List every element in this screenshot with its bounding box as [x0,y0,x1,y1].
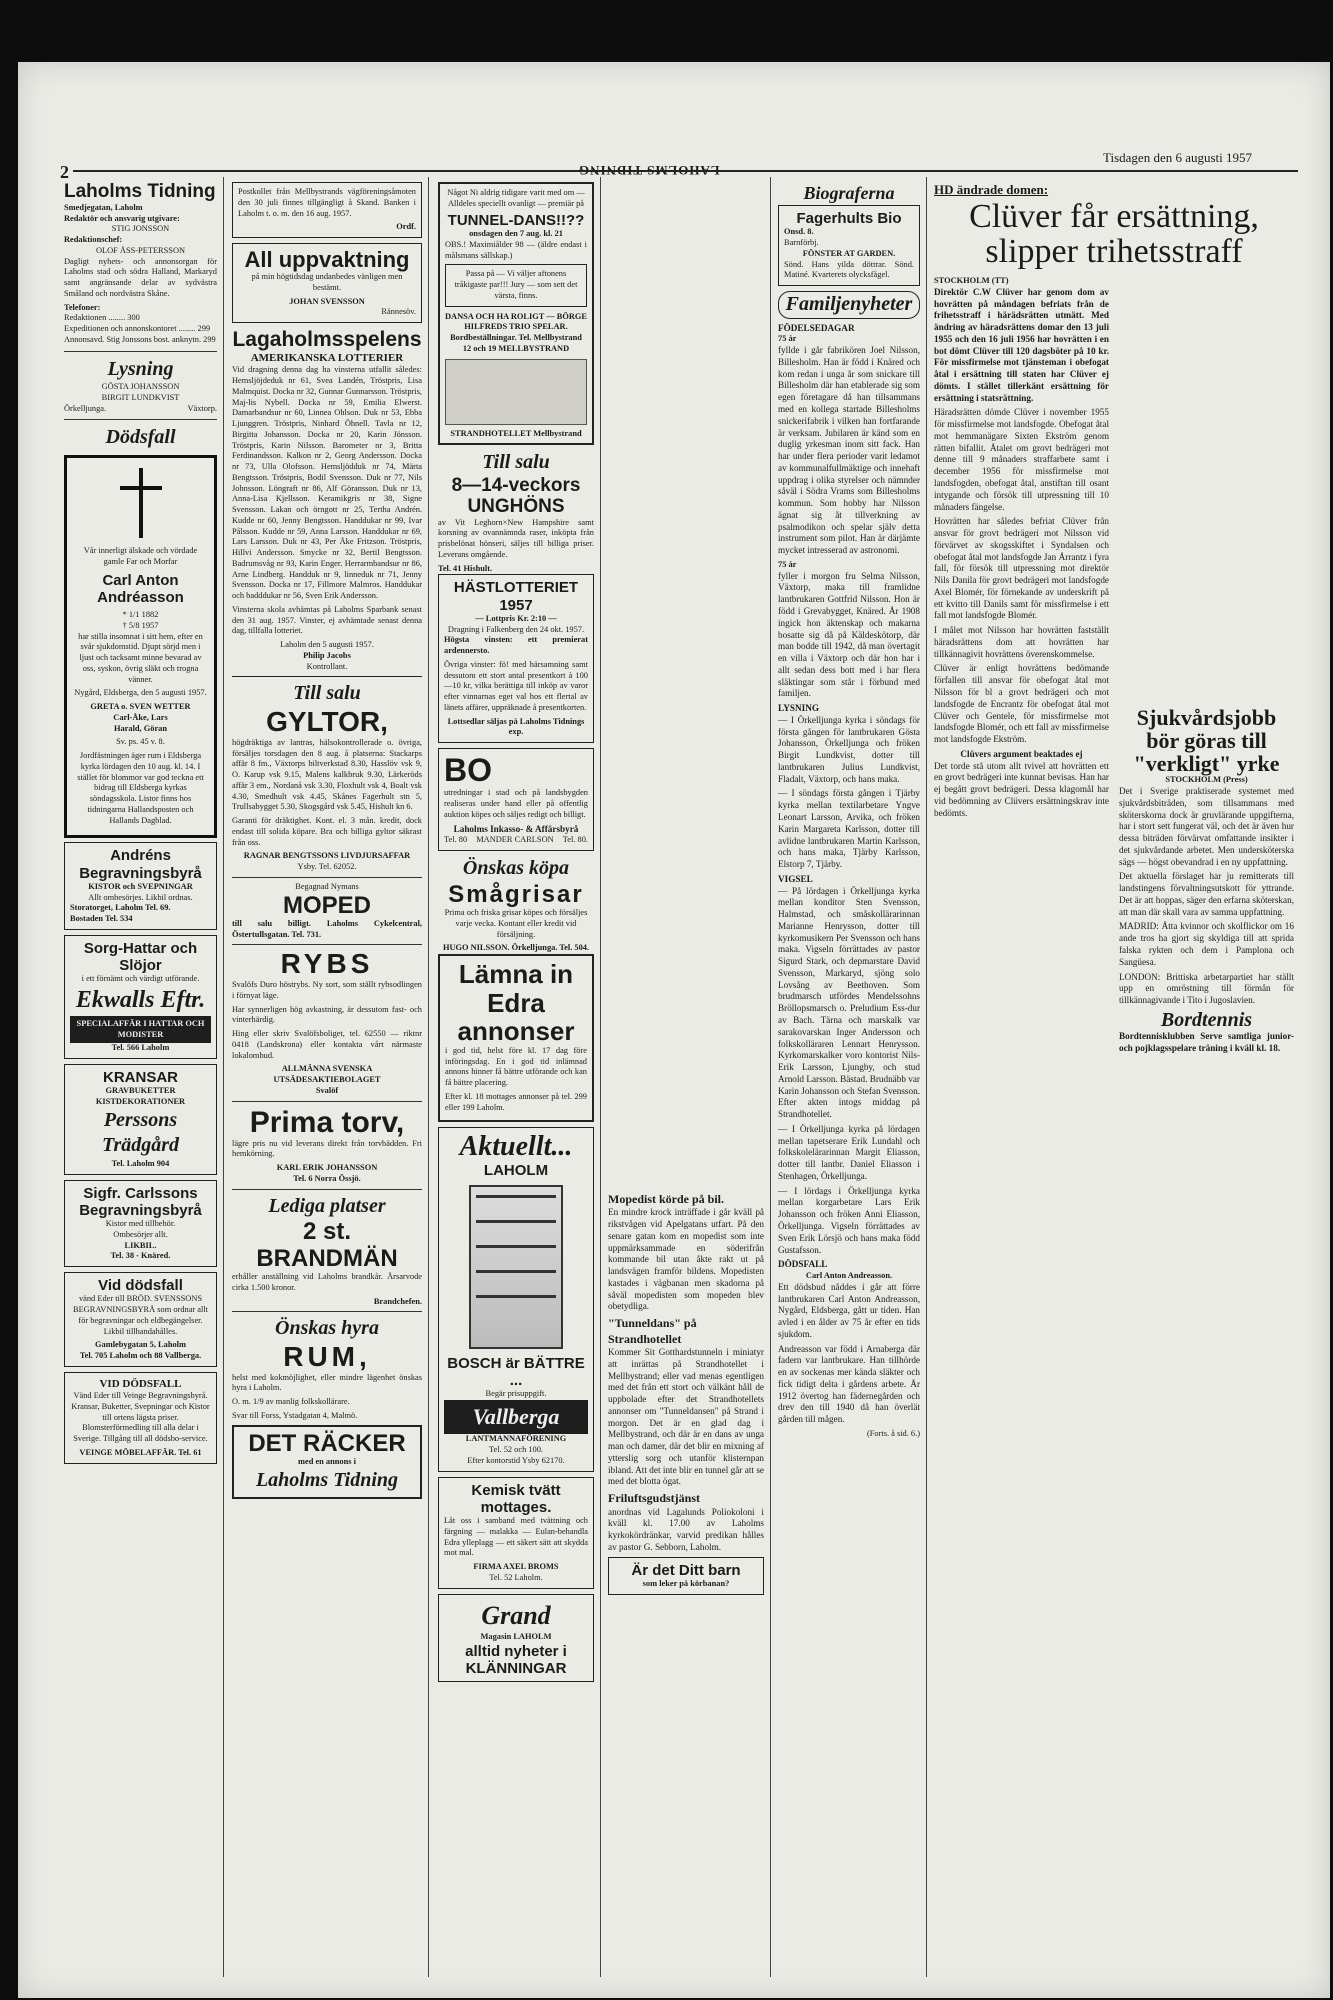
refrigerator-image [469,1185,563,1349]
ad-title: VID DÖDSFALL [99,1377,182,1390]
ad-box: Passa på — Vi väljer aftonens tråkigaste par!!! Jury — som sett det värsta, finns. [445,264,587,306]
column-rule [223,177,224,1977]
ad-sign: Laholms Inkasso- & Affärsbyrå [453,823,579,834]
ad-text: på min högtidsdag undanbedes vänligen men bestämt. [251,272,403,292]
ad-rum-title: RUM, [283,1340,371,1372]
ad-rum-text: helst med kokmöjlighet, eller mindre lägenhet önskas hyra i Laholm. [232,1372,422,1393]
ad-gyltor-title: GYLTOR, [266,705,388,737]
ad-lamna [438,954,594,1122]
ad-logo: Ekwalls Eftr. [75,987,206,1014]
bordtennis-text: Bordtennisklubben Serve samtliga junior- och pojklagsspelare träning i kväll kl. 18. [1119,1030,1294,1053]
notice-postkollet [232,182,422,238]
ad-hastlotteriet [438,574,594,743]
phone-1: Redaktionen ........ 300 [64,313,140,323]
ad-brandman-sign: Brandchefen. [373,1296,422,1306]
ad-place: Rännesöv. [381,307,416,317]
ad-rum-text: Svar till Forss, Ystadgatan 4, Malmö. [232,1410,358,1420]
ad-text: utredningar i stad och på landsbygden realiseras under hand eller på offentlig auktion köpes och säljes redigt och billigt. [444,788,588,819]
ad-title: Andréns Begravningsbyrå [79,847,202,882]
birthday-text: fyllde i går fabrikören Joel Nilsson, Billesholm. Han är född i Knäred och kom redan i unga år som snickare till Billesholm där han etablerade sig som egen företagare då han tillsammans med en kollega startade Billesholms snickerifabrik i vilken han fortfarande är verksam. Jubilaren är känd som en duglig yrkesman inom sitt fack. Han har under flera perioder varit ledamot av kommunalfullmäktige och innehaft uppdrag i olika styrelser och nämnder såväl i Södra Vrams som Billesholms kommun. Som hobby har Nilsson ägnat sig åt tillverkning av psalmodikon och spelar själv detta instrument som pilot. Han är därjämte mycket intresserad av astronomi. [778,345,920,556]
news-polio-text: anordnas vid Lagalunds Poliokoloni i kväll kl. 17.00 av Laholms kyrkokördränkar, varvid predikan hålles av pastor G. Sebborn, Laholm. [608,1506,764,1552]
death-family: Carl-Åke, Lars [113,712,168,722]
lysning-name: GÖSTA JOHANSSON [101,382,180,392]
column-4-spacer [608,182,764,1192]
ad-tel: Tel. 38 - Knäred. [110,1251,171,1261]
ad-rybs-sign: ALLMÄNNA SVENSKA UTSÄDESAKTIEBOLAGET [273,1064,381,1085]
phone-2: Expeditionen och annonskontoret ........ 299 [64,324,211,334]
ad-grand-text: alltid nyheter i KLÄNNINGAR [465,1642,567,1677]
brief-madrid: MADRID: Åtta kvinnor och skolflickor om 16 ande tros ha gjort sig skyldiga till att sprida falska rykten och dem i Pamplona och Sangüesa. [1119,921,1294,967]
ad-laholm: LAHOLM [483,1161,549,1179]
sjuk-dateline: STOCKHOLM (Press) [1165,775,1248,785]
obituary-name: Carl Anton Andreasson. [805,1271,893,1281]
masthead-address: Smedjegatan, Laholm [64,202,143,212]
ad-bosch: BOSCH är BÄTTRE ... [447,1354,585,1390]
divider [232,1101,422,1102]
header-rule [73,170,1298,172]
ad-address: Storatorget, Laholm Tel. 69. [70,903,171,913]
article-body [934,276,1294,1057]
ad-torv-text: lägre pris nu vid leverans direkt från torvbädden. Fri hemkörning. [232,1138,422,1159]
paper-about: Dagligt nyhets- och annonsorgan för Laholms stad och södra Halland, Markaryd samt angränsande delar av sydvästra Småland och nordvästra Skåne. [64,256,217,298]
article-lead: Direktör C.W Clüver har genom dom av hovrätten på måndagen befriats från de frihetsstraff i härädsrätten utmätt. Med ändring av häradsrättens domar den 13 juli 1955 och den 16 juli 1956 har hovrätten i en bot dömt Clüver till 120 dagsböter på 10 kr. För missfirmelse mot tjänsteman i obefogat åtal i ersättning till staten har Clüver ej dömts. I stället tillerkänt ersättning för ersättning i statsrättning. [934,286,1109,403]
lysning-name: BIRGIT LUNDKVIST [101,392,180,402]
subsection-fodelsedagar: FÖDELSEDAGAR [778,322,855,333]
divider [232,1189,422,1190]
ad-torv-tel: Tel. 6 Norra Össjö. [293,1173,361,1183]
ad-title: DET RÄCKER [248,1429,406,1457]
bio-film2: Sönd. Hans yilda döttrar. Sönd. Matiné. Kvarterets olycksfågel. [784,259,914,280]
ad-bosch-sub: Begär prisuppgift. [485,1389,547,1399]
ad-grand-sub: Magasin LAHOLM [480,1631,552,1641]
lysning-text: — I söndags första gången i Tjärby kyrka mellan textilarbetare Yngve Leonart Larsson, Arvika, och fröken Karin Margareta Karlsson, dotter till avlidne lantbrukaren Martin Karlsson, och hans maka, Tjärby Karlsson, Elstorp 7, Tjärby. [778,788,920,870]
ad-text: KISTOR och SVEPNINGAR [88,881,193,891]
ad-text: SPECIALAFFÄR I HATTAR OCH MODISTER [70,1016,211,1044]
ad-teaser: Något Ni aldrig tidigare varit med om — Alldeles speciellt ovanligt — premiär på [447,188,585,208]
ad-uppvaktning [232,243,422,323]
cross-icon [116,468,166,538]
ad-text: vänd Eder till BRÖD. SVENSSONS BEGRAVNINGSBYRÅ som ordnar allt för begravningar och eldbegängelser. Likbil tillhandahålles. [72,1294,208,1336]
ad-det-racker [232,1425,422,1500]
death-text: har stilla insomnat i sitt hem, efter en svår sjukdomstid. Djupt sörjd men i ljust och tacksamt minne bevarad av oss, syskon, övrig släkt och trogna vänner. [78,631,203,684]
lottery-note: Vinsterna skola avhämtas på Laholms Sparbank senast den 31 aug. 1957. Vinster, ej avhämtade senast denna dag, tillfalla lotteriet. [232,604,422,636]
ad-text: Vänd Eder till Veinge Begravningsbyrå. Kransar, Buketter, Svepningar och Kistor till ortens lägsta priser. Blomsterförmedling till alla delar i Sverige. Tillgång till all dödsbo-service. [71,1391,210,1444]
ad-title: Sorg-Hattar och Slöjor [83,939,198,975]
ad-rybs-title: RYBS [280,948,374,980]
ad-bo-letters: BO [444,752,492,789]
ad-torv-title: Prima torv, [249,1105,405,1139]
section-familjenyheter: Familjenyheter [778,291,920,319]
article-paragraph: Häradsrätten dömde Clüver i november 1955 för missfirmelse mot landsfogde. Obefogat åtal mot hemmanägare Sixten Ekström genom rätten bifallit. Åtalet om grovt bedrägeri mot denne till 9 månaders straffarbete samt i december 1956 för missfirmelse mot landsfogden, obefogat åtal, anstiftan till osant intygande och försök till utpressning till 10 månaders fängelse. [934,407,1109,512]
death-name: Carl Anton Andréasson [97,571,184,606]
subsection-dodsfall: DÖDSFALL [778,1259,828,1270]
ad-sigfr [64,1180,217,1268]
ad-title: Sigfr. Carlssons Begravningsbyrå [79,1184,202,1219]
ad-text: med en annons i [298,1457,356,1467]
ad-tel: Tel. 80. [562,835,588,845]
death-intro: Vår innerligt älskade och vördade gamle Far och Morfar [83,546,198,566]
article-column [934,276,1109,1057]
ad-tel: Tel. 566 Laholm [111,1043,170,1053]
column-rule [770,177,771,1977]
ad-title: Vid dödsfall [98,1277,183,1295]
ad-bo [438,748,594,851]
ad-rybs-text: Svalöfs Duro höstrybs. Ny sort, som ställt rybsodlingen i förnyat läge. [232,980,422,1000]
divider [232,1311,422,1312]
ad-dansa: DANSA OCH HA ROLIGT — BÖRGE HILFREDS TRIO SPELAR. [445,311,588,332]
ad-ar-det [608,1557,764,1595]
ad-grand-logo: Grand [481,1600,551,1630]
ad-smagrisar-title: Smågrisar [448,880,584,908]
lysning-title: Lysning [107,357,174,380]
ad-moped-text: till salu billigt. Laholms Cykelcentral, Östertullsgatan. Tel. 731. [232,918,422,939]
ad-kransar [64,1064,217,1175]
sjuk-paragraph: Det aktuella förslaget har ju remitterats till landstingens förvaltningsutskott för yttrande. Det är att hoppas, säger den erfarna sköterskan, att man där skall vara av samma uppfattning. [1119,871,1294,917]
ad-veinge [64,1372,217,1464]
page-header-title: LAHOLMS TIDNING [578,163,720,178]
article-continued-spacer [1119,276,1294,706]
ad-footer: VEINGE MÖBELAFFÄR. Tel. 61 [79,1447,202,1457]
article-paragraph: I målet mot Nilsson har hovrätten fastställt häradsrättens dom att hovrätten har tillkännagivit hovrättens överenskommelse. [934,625,1109,659]
continued-note: (Forts. å sid. 6.) [866,1429,920,1439]
lottery-sign-title: Kontrollant. [306,661,348,671]
ad-tel: Tel. 80 [444,835,468,845]
vigsel-text: — I lördags i Örkelljunga kyrka mellan korgarbetare Lars Erik Johansson och fröken Anni Eliasson, Örkelljunga. Vigseln förrättades av Sven Erik Lörsjö och hans maka född Gustafsson. [778,1185,920,1255]
masthead: Laholms Tidning [64,182,216,202]
divider [64,351,217,352]
column-6 [934,182,1294,1982]
divider [232,877,422,878]
bio-name: Fagerhults Bio [796,210,902,228]
death-family: Harald, Göran [113,723,168,733]
ad-title: Kemisk tvätt mottages. [471,1481,561,1516]
ad-torv-sign: KARL ERIK JOHANSSON [276,1163,378,1173]
column-5 [778,182,920,1982]
ad-text: i god tid, helst före kl. 17 dag före införingsdag. En i god tid inlämnad annons hinner få bättre utförande och kan få bättre placering. [445,1045,587,1088]
lagaholms-lotterier [232,328,422,672]
staff-name: OLOF ÅSS-PETERSSON [95,245,186,255]
news-polio-title: Friluftsgudstjänst [608,1491,701,1506]
ad-sign: FIRMA AXEL BROMS [473,1562,559,1572]
bio-date: Onsd. 8. [784,227,814,237]
hotel-image [445,359,587,425]
article-paragraph: Det torde stå utom allt tvivel att hovrätten ett en grovt bedrägeri inte kunnat bevisas. Han har ej begått grovt bedrägeri. Dessa klagomål har vid bedömning av Clüvers ersättningskrav inte bedömts. [934,760,1109,818]
news-tunnel-title: "Tunneldans" på Strandhotellet [608,1316,697,1346]
birthday-head: 75 år [778,334,797,344]
ad-aktuellt [438,1127,594,1471]
lysning-text: — I Örkelljunga kyrka i söndags för första gången för lantbrukaren Gösta Johansson, Örkelljunga och fröken Birgit Lundkvist, dotter till lantbrukaren Julius Lundkvist, Fladalt, Växtorp, och hans maka. [778,714,920,784]
ad-name: MANDER CARLSON [476,835,554,845]
ad-text: Ombesörjer allt. [113,1229,168,1239]
ad-price: — Lottpris Kr. 2:10 — [475,613,557,623]
ad-title: Är det Ditt barn [631,1561,741,1579]
ad-tunnel-dans [438,182,594,445]
news-tunnel-text: Kommer Sit Gotthardstunneln i miniatyr att inrättas på Strandhotellet i Mellbystrand; eller vad menas egentligen med det från ett stort och välkänt håll de uppbolade efter det Strandhotellets annonser om "Tunneldansen" på Strand i morgon. Det är en glad dag i Mellbystrand, och där är en dans av unga man och damer, där det blir en mixning af ytterslig sorg och utanför klisternpan ibland. Att det inte blir en tunnel går att se med det blotta ögat. [608,1346,764,1487]
article-paragraph: Hovrätten har således befriat Clüver från ansvar för grovt bedrägeri mot Nilsson vid förvärvet av skogsskiftet i Syndalsen och obefogat åtal mot landsfogde Jan Årrantz i fyra fall, för försök till utpressning mot direktör Nils Danila för grovt bedrägeri mot landsfogde Axel Blomér, för förnekande av underskrift på ett kvitto till Danils samt för missfirmelse i ett fall mot landsfogde Blomér. [934,516,1109,621]
ad-text: i ett förnämt och värdigt utförande. [81,974,200,984]
dateline: STOCKHOLM (TT) [934,276,1009,285]
column-2 [232,182,422,1982]
ad-text: Låt oss i samband med tvättning och färgning — malakka — Eulan-behandla Edra ylleplagg — ett säkert sätt att skydda mot mal. [444,1516,588,1558]
ad-rybs-text: Har synnerligen hög avkastning, är dessutom fast- och vinterhärdig. [232,1004,422,1025]
editor-name: STIG JONSSON [111,224,170,234]
ad-paper: Laholms Tidning [255,1468,399,1491]
ad-gyltor-tel: Ysby. Tel. 62052. [297,862,357,871]
ad-tel-row [444,835,588,846]
ad-heading: Till salu [293,682,361,705]
ad-text: Allt ombesörjes. Likbil ordnas. [88,892,193,902]
ad-fagerhults-bio [778,205,920,286]
lysning-place: Växtorp. [187,403,217,413]
lysning-place: Örkelljunga. [64,403,107,413]
divider [64,419,217,420]
lottery-subtitle: AMERIKANSKA LOTTERIER [250,352,404,365]
ad-sub: som leker på körbanan? [642,1578,730,1588]
ad-logo: Perssons Trädgård [101,1108,180,1157]
ad-text: Högsta vinsten: ett premierat ardennersto. [444,635,588,656]
ad-gyltor-text: högdräktiga av lantras, hälsokontrollerade o. övriga, försäljes torsdagen den 8 aug. å platserna: Stackarps affär 8 fm., Växtorps biltverkstad 8.30, Hasslöv vsk 9, O. Karup vsk 9.15, Malens kalkbruk 9.30, Lärkeröds affär 3 em., Nordanå vsk 3.30, Floxhult vsk 4, Boalt vsk 4.30, Smedhult vsk 4.45, Skånes Fagerhult stn 5, Trullsabygget 5.30, Skogsgård vsk 5.45, Hishult kn 6. [232,737,422,812]
bio-sub: Barnförbj. [784,238,819,248]
page-number: 2 [60,162,69,182]
vigsel-text: — På lördagen i Örkelljunga kyrka mellan konditor Sten Svensson, Halmstad, och småskollärarinnan Marianne Henrysson, dotter till kyrkomusikern Per Svensson och hans maka. Vigseln förrättades av pastor Sigurd Stark, och depmarstare David Svensson, Markaryd, sjöng solo Lovsång av Beethoven. Som brudmarsch utfördes Mendelssohns Bröllopsmarsch o. Preludium Ess-dur av Bach. Tärna och marskalk var sarakovarskan Inger Andersson och folkskolläraren Lennart Henrysson. Kyrkomarskalker voro kontorist Nils-Erik Larsson, Ljungby, och stud Arnold Larsson. Bästad. Brudnäbb var Karin Johansson och Stefan Svensson. Efter akten intogs middag på Strandhotellet. [778,885,920,1120]
column-rule [600,177,601,1977]
column-rule [428,177,429,1977]
dodsfall-title: Dödsfall [105,426,176,449]
headline: Clüver får ersättning, slipper trihetsstraff [969,197,1259,271]
ad-unghons-tel: Tel. 41 Hishult. [438,563,493,573]
ad-unghons-title: 8—14-veckors UNGHÖNS [451,474,581,517]
column-3 [438,182,594,1982]
ad-footer: Lottsedlar säljas på Laholms Tidnings exp. [447,716,585,737]
ad-vallberga-sub: LANTMANNAFÖRENING [465,1434,567,1444]
ad-title: Aktuellt... [459,1131,573,1163]
ad-moped-pre: Begagnad Nymans [295,881,359,891]
ad-title: TUNNEL-DANS!!?? [447,211,585,229]
ad-heading: Önskas köpa [462,857,570,880]
divider [232,944,422,945]
news-mopedist-text: En mindre krock inträffade i går kväll på rikstvågen vid Apelgatans utfart. På den senare gatan kom en mopedist som inte uppmärksammade en söderifrån kommande bil utan åkte rakt ut på landsvägen framför bildens. Mopedisten kastades i vägbanan men skadorna på såväl mopedisten som mopeden blev obetydliga. [608,1207,764,1312]
death-place: Nygård, Eldsberga, den 5 augusti 1957. [74,688,207,698]
ad-smagrisar-text: Prima och friska grisar köpes och försäljes varje vecka. Kontant eller kredit vid försäljning. [444,908,588,939]
ad-rybs-text: Hing eller skriv Svalöfsboliget, tel. 62550 — riktnr 0418 (Landskrona) eller kontakta vårt närmaste lokalombud. [232,1029,422,1060]
death-funeral: Jordfästningen äger rum i Eldsberga kyrka lördagen den 10 aug. kl. 14. I stället för blommor var god teckna ett bidrag till Eldsberga kyrkas söndagsskola. Listor finns hos tidningarna Hallandsposten och Hallands Dagblad. [77,751,204,825]
ad-heading: Till salu [482,451,550,474]
lottery-title: Lagaholmsspelens [232,328,422,352]
ad-gyltor-sign: RAGNAR BENGTSSONS LIVDJURSAFFAR [243,851,411,861]
bio-film: FÖNSTER AT GARDEN. [802,248,896,258]
lottery-sign: Philip Jacobs [303,650,351,660]
ad-date: onsdagen den 7 aug. kl. 21 [469,229,563,238]
ad-gyltor-text: Garanti för dräktighet. Kont. el. 3 mån. kredit, dock endast till solida köpare. Bra och billiga gyltor säkrast från oss. [232,816,422,847]
ad-title: HÄSTLOTTERIET 1957 [453,579,579,614]
ad-brandman-text: erhåller anställning vid Laholms brandkår. Årsarvode cirka 1.500 kronor. [232,1272,422,1292]
ad-address: Bostaden Tel. 534 [70,914,133,924]
news-mopedist-title: Mopedist körde på bil. [608,1192,725,1206]
ad-tel: Tel. Laholm 904 [111,1158,170,1168]
column-rule [926,177,927,1977]
brief-london: LONDON: Brittiska arbetarpartiet har ställt upp en omröstning till förmån för tillkännagivande i Tito i Jugoslavien. [1119,971,1294,1006]
ad-title: KRANSAR [103,1069,178,1087]
ad-booking: Bordbeställningar. Tel. Mellbystrand 12 och 19 MELLBYSTRAND [450,333,582,353]
ad-rum-text: O. m. 1/9 av manlig folkskollärare. [232,1397,350,1407]
ad-kemisk [438,1477,594,1589]
bordtennis-title: Bordtennis [1160,1008,1253,1031]
ad-text: Efter kl. 18 mottages annonser på tel. 299 eller 199 Laholm. [445,1091,587,1112]
birthday-head: 75 år [778,559,797,569]
phone-3: Annonsavd. Stig Jonssons bost. anknytn. 299 [64,334,216,344]
article-paragraph: Clüver är enligt hovrättens bedömande förfallen till ansvar för obefogat åtal mot Nilsson för bl a grovt bedrägeri och mot landsfogde de Encrantz för obefogat åtal mot Clüver och Gentele, för missfirmelse mot landsfogde Blomér, och ett fall av missfirmelse mot landsfogde Ekström. [934,663,1109,745]
obituary-text: Ett dödsbud nåddes i går att förre lantbrukaren Carl Anton Andreasson, Nygård, Eldsberga, gått ur tiden. Han avled i en ålder av 75 år efter en tids sjukdom. [778,1281,920,1339]
ad-title: All uppvaktning [244,247,410,272]
newspaper-page [18,62,1330,1998]
ad-vallberga-tel: Tel. 52 och 100. [488,1445,544,1455]
death-family: GRETA o. SVEN WETTER [90,702,191,712]
notice-text: Postkollet från Mellbystrands vägföreningsåmoten den 30 juli finnes tillgängligt å Skand. Banken i Laholm t. o. m. den 16 aug. 1957. [238,187,416,218]
ad-text: LIKBIL. [124,1240,157,1250]
date-line: Tisdagen den 6 augusti 1957 [1103,150,1253,165]
lottery-date: Laholm den 5 augusti 1957. [280,640,374,650]
ad-title: Lämna in Edra annonser [457,959,575,1047]
ad-unghons-text: av Vit Leghorn×New Hampshire samt korsning av ovannämnda raser, inköpta från prisbelönat hönseri, säljes till billiga priser. Leverans omgående. [438,517,594,559]
obituary-text: Andreasson var född i Arnaberga där fadern var lantbrukare. Han tillhörde en av sockenas mer kända släkter och fick tidigt delta i gårdens arbete. År 1912 övertog han fädernegården och drev den till 1940 då han överlät gården till mågen. [778,1343,920,1425]
editor-label: Redaktör och ansvarig utgivare: [64,213,180,223]
ad-address: Tel. 705 Laholm och 88 Vallberga. [79,1351,202,1361]
sjuk-paragraph: Det i Sverige praktiserade systemet med sjukvårdsbiträden, som tillsammans med sköterskorna dock är gruvlärande uppgifterna, har i stort sett fungerat väl, och det är även hur dessa biträden förvärvat omfattande insikter i det sjukvårdande arbetet. Men undersköterska sägs — högst obevandrad i en ny uppfattning. [1119,786,1294,867]
column-4 [608,182,764,1982]
ad-draw: Dragning i Falkenberg den 24 okt. 1957. [447,624,585,634]
ad-text: Kistor med tillbehör. [105,1219,176,1229]
headline-kicker: HD ändrade domen: [934,182,1049,197]
lysning-places [64,404,217,415]
divider [232,676,422,677]
article-subhead: Clüvers argument beaktades ej [960,748,1083,759]
ad-sorg [64,935,217,1059]
birthday-text: fyller i morgon fru Selma Nilsson, Växtorp, maka till framlidne lantbrukaren Gottfrid Nilsson. Hon är född i Grevabygget, Knäred. År 1908 ingick hon äktenskap och makarna bosatte sig då på Käldeskötorp, där man bodde till 1942, då man övertagit en villa i Växtorp och där hon har i allt sedan dess bott med i har flera släktingar som står i förbund med familjen. [778,570,920,699]
ad-text: GRAVBUKETTER KISTDEKORATIONER [95,1086,186,1107]
subsection-lysning: LYSNING [778,703,820,714]
ad-grand [438,1594,594,1683]
ad-rybs-sign2: Svalöf [315,1085,339,1095]
death-notice [64,455,217,838]
ad-heading: Önskas hyra [275,1317,379,1340]
ad-heading: Lediga platser [268,1194,386,1217]
column-1 [64,182,217,1982]
ad-moped-title: MOPED [282,891,371,919]
article-column [1119,276,1294,1057]
ad-tel: Tel. 52 Laholm. [489,1572,543,1582]
death-date: † 5/8 1957 [122,620,159,630]
ad-smagrisar-sign: HUGO NILSSON. Örkelljunga. Tel. 504. [442,943,590,953]
vigsel-text: — I Örkelljunga kyrka på lördagen mellan tapetserare Erik Lundahl och folkskolelärarinnan Margit Eliasson, dotter till lantbr. Daniel Eliasson i Stenhagen, Örkelljunga. [778,1123,920,1181]
phone-label: Telefoner: [64,302,101,312]
death-verse: Sv. ps. 45 v. 8. [116,737,165,747]
ad-andrens [64,842,217,930]
death-date: * 1/1 1882 [122,610,159,620]
ad-vid-dodsfall [64,1272,217,1367]
ad-obs: OBS.! Maximiålder 98 — (äldre endast i målsmans sällskap.) [445,239,587,260]
subsection-vigsel: VIGSEL [778,873,813,884]
ad-name: JOHAN SVENSSON [289,296,365,306]
sjuk-headline: Sjukvårdsjobb bör göras till "verkligt" yrke [1133,705,1280,777]
staff-label: Redaktionschef: [64,235,123,245]
ad-text: Övriga vinster: fö! med härsamning samt dessutom ett stort antal presentkort à 100—10 kr, vilka berättiga till inköp av varor efter vinnarnas eget val hos ett flertal av länets affärer, uppräknade å presentkorten. [444,659,588,712]
ad-vallberga-tel2: Efter kontorstid Ysby 62170. [467,1455,565,1465]
notice-sign: Ordf. [396,222,416,232]
ad-hotel: STRANDHOTELLET Mellbystrand [450,428,582,438]
ad-address: Gamlebygatan 5, Laholm [95,1340,186,1350]
lottery-winners: Vid dragning denna dag ha vinsterna utfallit således: Hemsljöjdeduk nr 61, Svea Landén, Tröstpris, Lisa Malmquist. Docka nr 32, Gunnar Gunnarsson. Tröstpris, Maj-lis Nybell. Docka nr 59, Emilia Elwerst. Damarbandsur nr 60, Linnea Ohlson. Duk nr 53, Ebba Ljunggren. Tröstpris, Ninhard Öhnell. Tavla nr 12, Birgitta Johansson. Docka nr 20, Karin Jönsson. Tröstpris, Karin Nilsson. Barometer nr 3, Britta Ferdinandsson. Kalkon nr 2, Georg Andersson. Docka nr 73, Ulla Olofsson. Hemsljödduk nr 74, Märta Bengtsson. Tröstpris, Bodil Svensson. Duk nr 77, Nils Johnsson. Löngraft nr 86, Alf Göransson. Duk nr 13, Anna-Lisa Kjellsson. Keramikgris nr 38, Signe Svensson. Lakan och örngott nr 25, Tertha Andrén. Kudde nr 60, Jenny Bengtsson. Handdukar nr 99, Ivar Pålsson. Kudde nr 59, Anna Larsson. Handdukar nr 69, Lars Larsson. Duk nr 43, Per Åke Fritzson. Tröstpris, Hillvi Andersson. Smycke nr 32, Bertil Bengtsson. Badrumsvåg nr 93, Karin Enger. Herrarmbandsur nr 86, Arne Lindberg. Handduk nr 9, linneduk nr 71, Jenny Svensson. Docka nr 17, Fillmore Malmros. Handdukar och badddukar nr 56, Sven Erik Andersson. [232,365,422,601]
ad-brandman-title: 2 st. BRANDMÄN [256,1218,398,1272]
ad-vallberga: Vallberga [444,1400,588,1434]
section-biograferna: Biograferna [803,183,895,203]
